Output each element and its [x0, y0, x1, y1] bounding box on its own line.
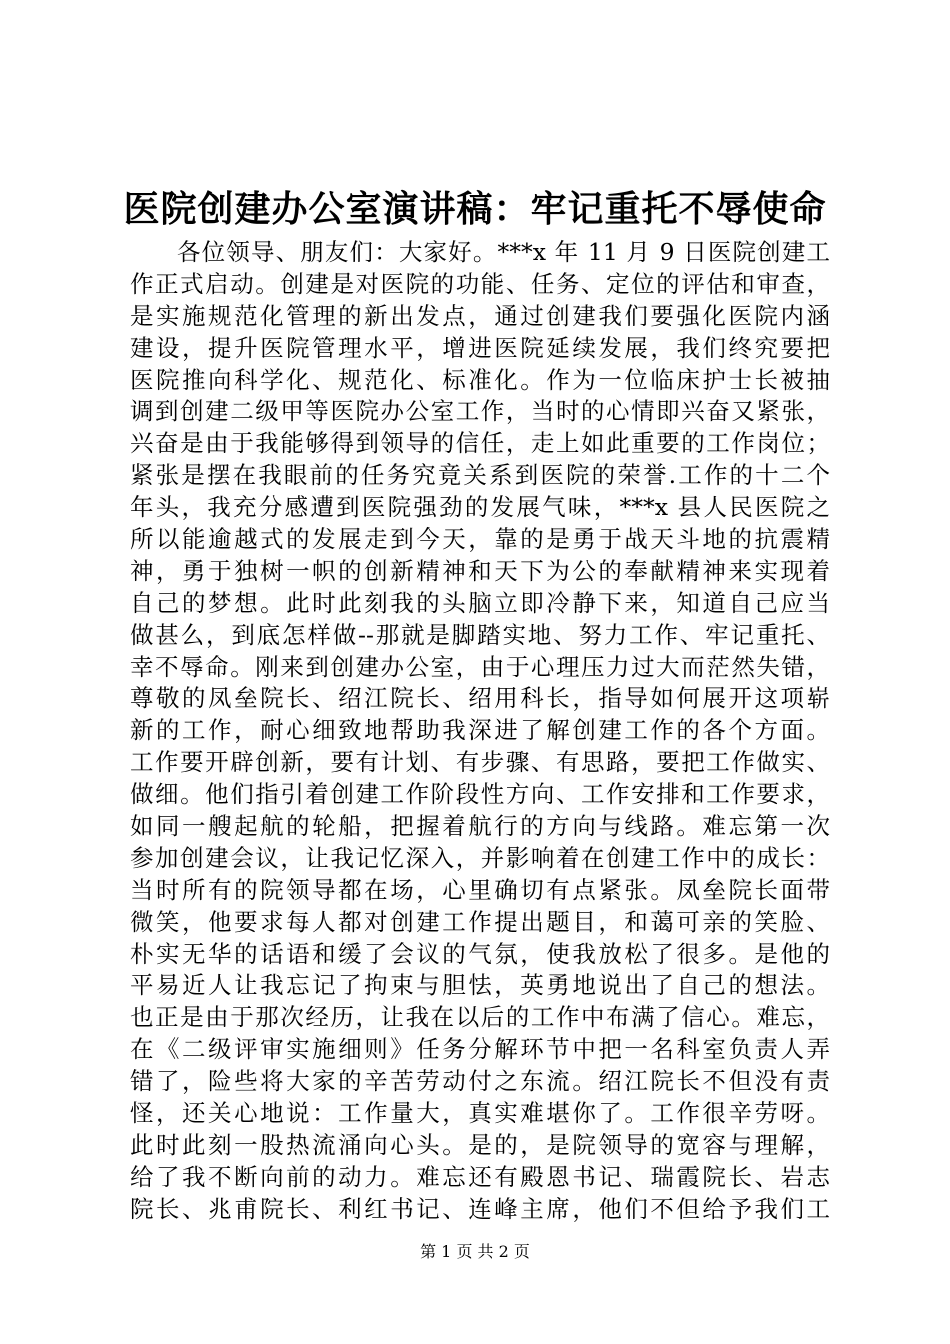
body-line: 幸不辱命。刚来到创建办公室，由于心理压力过大而茫然失错， — [130, 652, 830, 681]
body-line: 自己的梦想。此时此刻我的头脑立即冷静下来，知道自己应当 — [130, 588, 830, 617]
body-line: 尊敬的凤垒院长、绍江院长、绍用科长，指导如何展开这项崭 — [130, 684, 830, 713]
body-line: 做细。他们指引着创建工作阶段性方向、工作安排和工作要求， — [130, 780, 830, 809]
body-line: 医院推向科学化、规范化、标准化。作为一位临床护士长被抽 — [130, 365, 830, 394]
body-line: 在《二级评审实施细则》任务分解环节中把一名科室负责人弄 — [130, 1035, 830, 1064]
body-line: 建设，提升医院管理水平，增进医院延续发展，我们终究要把 — [130, 333, 830, 362]
body-line: 新的工作，耐心细致地帮助我深进了解创建工作的各个方面。 — [130, 716, 830, 745]
body-line: 各位领导、朋友们：大家好。***x 年 11 月 9 日医院创建工 — [177, 238, 830, 266]
body-line: 平易近人让我忘记了拘束与胆怯，英勇地说出了自己的想法。 — [130, 971, 830, 1000]
body-line: 当时所有的院领导都在场，心里确切有点紧张。凤垒院长面带 — [130, 875, 830, 904]
body-line: 如同一艘起航的轮船，把握着航行的方向与线路。难忘第一次 — [130, 812, 830, 841]
body-line: 是实施规范化管理的新出发点，通过创建我们要强化医院内涵 — [130, 301, 830, 330]
document-title: 医院创建办公室演讲稿：牢记重托不辱使命 — [123, 188, 827, 230]
body-line: 给了我不断向前的动力。难忘还有殿恩书记、瑞霞院长、岩志 — [130, 1162, 830, 1191]
body-line: 年头，我充分感遭到医院强劲的发展气味，***x 县人民医院之 — [130, 493, 830, 522]
body-line: 院长、兆甫院长、利红书记、连峰主席，他们不但给予我们工 — [130, 1194, 830, 1223]
body-line: 紧张是摆在我眼前的任务究竟关系到医院的荣誉.工作的十二个 — [130, 461, 830, 490]
body-line: 做甚么，到底怎样做--那就是脚踏实地、努力工作、牢记重托、 — [130, 620, 830, 649]
body-line: 此时此刻一股热流涌向心头。是的，是院领导的宽容与理解， — [130, 1130, 830, 1159]
body-line: 兴奋是由于我能够得到领导的信任，走上如此重要的工作岗位； — [130, 429, 830, 458]
body-line: 参加创建会议，让我记忆深入，并影响着在创建工作中的成长： — [130, 843, 830, 872]
body-line: 作正式启动。创建是对医院的功能、任务、定位的评估和审查， — [130, 269, 830, 298]
body-line: 神，勇于独树一帜的创新精神和天下为公的奉献精神来实现着 — [130, 556, 830, 585]
document-body — [130, 237, 830, 1226]
body-line: 错了，险些将大家的辛苦劳动付之东流。绍江院长不但没有责 — [130, 1067, 830, 1096]
body-line: 微笑，他要求每人都对创建工作提出题目，和蔼可亲的笑脸、 — [130, 907, 830, 936]
body-line: 调到创建二级甲等医院办公室工作，当时的心情即兴奋又紧张， — [130, 397, 830, 426]
body-line: 怪，还关心地说：工作量大，真实难堪你了。工作很辛劳呀。 — [130, 1099, 830, 1128]
body-line: 朴实无华的话语和缓了会议的气氛，使我放松了很多。是他的 — [130, 939, 830, 968]
page-number: 第 1 页 共 2 页 — [420, 1242, 530, 1261]
body-line: 所以能逾越式的发展走到今天，靠的是勇于战天斗地的抗震精 — [130, 525, 830, 554]
body-line: 工作要开辟创新，要有计划、有步骤、有思路，要把工作做实、 — [130, 748, 830, 777]
body-line: 也正是由于那次经历，让我在以后的工作中布满了信心。难忘， — [130, 1003, 830, 1032]
